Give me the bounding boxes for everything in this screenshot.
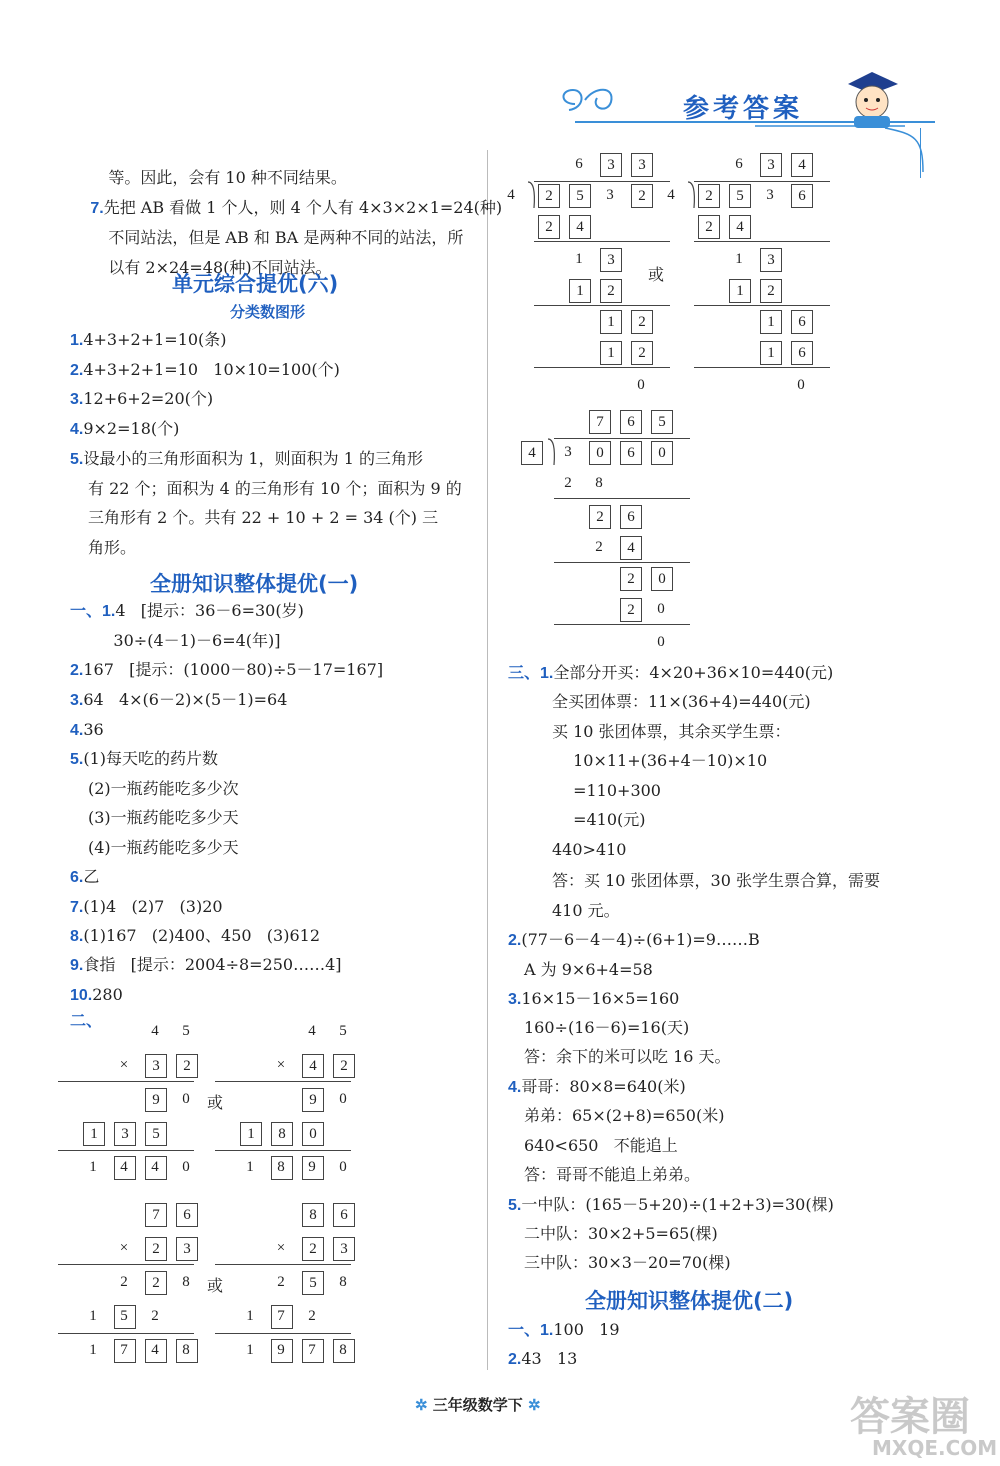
- butterfly-icon: ✲: [415, 1396, 433, 1414]
- text-line: [508, 1195, 834, 1216]
- item-text: A 为 9×6+4=58: [524, 960, 653, 979]
- division-bracket-icon: [526, 180, 538, 210]
- step-digit: 2: [620, 567, 642, 591]
- multiplicand-digit: 6: [176, 1203, 198, 1227]
- item-number: 2.: [508, 932, 522, 949]
- partial-digit: 7: [277, 1308, 285, 1324]
- text-line: [552, 692, 811, 713]
- or-word: 或: [648, 265, 665, 284]
- item-number: 5.: [508, 1197, 522, 1214]
- rule-line: [554, 562, 690, 563]
- product-digit: 7: [308, 1342, 316, 1358]
- text-line: [552, 840, 626, 861]
- text-line: 3.64 4×(6－2)×(5－1)=64: [70, 690, 288, 709]
- rule-line: [694, 305, 830, 306]
- partial-digit: 2: [145, 1271, 167, 1295]
- product-digit: 9: [308, 1159, 316, 1175]
- text-line: [508, 989, 679, 1010]
- multiplier-digit: 3: [333, 1237, 355, 1261]
- quotient-digit: 3: [760, 153, 782, 177]
- box-frame: [114, 1156, 136, 1180]
- partial-digit: 1: [89, 1308, 97, 1324]
- step-digit: 4: [729, 215, 751, 239]
- text-line: 7.先把 AB 看做 1 个人，则 4 个人有 4×3×2×1=24(种): [90, 198, 503, 217]
- multiplicand-digit: 8: [302, 1203, 324, 1227]
- step-digit: 1: [760, 310, 782, 334]
- item-text: 二中队：30×2+5=65(棵): [524, 1224, 718, 1243]
- step-digit: 8: [595, 475, 603, 491]
- step-digit: 2: [631, 341, 653, 365]
- box-frame: [114, 1305, 136, 1329]
- product-digit: 9: [277, 1342, 285, 1358]
- question-label: 二、: [70, 1013, 103, 1030]
- dividend-digit: 3: [564, 444, 572, 460]
- text-line: 等。因此，会有 10 种不同结果。: [108, 168, 347, 187]
- text-line: 一、1.4 [提示：36－6=30(岁): [70, 601, 304, 620]
- partial-digit: 9: [302, 1088, 324, 1112]
- step-digit: 1: [760, 341, 782, 365]
- column-divider: [487, 150, 488, 1370]
- multiplier-digit: 2: [176, 1054, 198, 1078]
- rule-line: [534, 241, 670, 242]
- dividend-digit: 3: [766, 187, 774, 203]
- header-edge-line: [920, 128, 921, 178]
- rule-line: [58, 1081, 194, 1082]
- step-digit: 2: [600, 279, 622, 303]
- box-frame: [176, 1339, 198, 1363]
- text-line: 7.(1)4 (2)7 (3)20: [70, 897, 223, 916]
- item-text: 440>410: [552, 840, 627, 859]
- item-text: 弟弟：65×(2+8)=650(米): [524, 1106, 725, 1125]
- quotient-digit: 3: [631, 153, 653, 177]
- quotient-digit: 3: [600, 153, 622, 177]
- dividend-digit: 6: [791, 184, 813, 208]
- rule-line: [215, 1081, 351, 1082]
- product-digit: 1: [246, 1342, 254, 1358]
- text-line: [508, 663, 833, 684]
- box-frame: [302, 1339, 324, 1363]
- text-line: [552, 901, 620, 922]
- partial-digit: 0: [182, 1091, 190, 1107]
- times-sign: ×: [119, 1057, 129, 1073]
- remainder-digit: 0: [797, 377, 805, 393]
- rule-line: [534, 181, 670, 182]
- box-frame: [271, 1156, 293, 1180]
- step-digit: 6: [620, 505, 642, 529]
- times-sign: ×: [276, 1057, 286, 1073]
- item-text: 10×11+(36+4－10)×10: [568, 751, 768, 770]
- step-digit: 2: [538, 215, 560, 239]
- text-line: 2.4+3+2+1=10 10×10=100(个): [70, 360, 340, 379]
- partial-digit: 1: [240, 1122, 262, 1146]
- rule-line: [58, 1333, 194, 1334]
- text-line: [508, 1077, 686, 1098]
- product-digit: 8: [277, 1159, 285, 1175]
- or-word: 或: [207, 1276, 224, 1295]
- multiplier-digit: 4: [302, 1054, 324, 1078]
- watermark-url: MXQE.COM: [872, 1436, 998, 1460]
- section-title: 单元综合提优(六): [172, 272, 339, 296]
- step-digit: 1: [575, 251, 583, 267]
- text-line: [524, 1136, 678, 1157]
- step-digit: 4: [620, 536, 642, 560]
- step-digit: 2: [698, 215, 720, 239]
- text-line: [524, 1224, 718, 1245]
- text-line: [508, 930, 760, 951]
- student-mascot-icon: [828, 66, 908, 130]
- text-line: 1.4+3+2+1=10(条): [70, 330, 227, 349]
- quotient-digit: 6: [735, 156, 743, 172]
- section-title: 全册知识整体提优(二): [585, 1289, 794, 1313]
- multiplier-digit: 2: [302, 1237, 324, 1261]
- rule-line: [694, 367, 830, 368]
- step-digit: 2: [620, 598, 642, 622]
- rule-line: [554, 498, 690, 499]
- text-line: [568, 751, 767, 772]
- text-line: 角形。: [88, 538, 137, 557]
- text-line: [524, 1018, 689, 1039]
- text-line: 6.乙: [70, 867, 100, 886]
- text-line: [552, 871, 880, 892]
- partial-digit: 3: [114, 1122, 136, 1146]
- rule-line: [215, 1150, 351, 1151]
- page-footer: ✲ 三年级数学下 ✲: [415, 1396, 541, 1414]
- item-text: 答：余下的米可以吃 16 天。: [524, 1047, 731, 1066]
- text-line: 4.9×2=18(个): [70, 419, 180, 438]
- step-digit: 1: [735, 251, 743, 267]
- text-line: 三角形有 2 个。共有 22 + 10 + 2 = 34 (个) 三: [88, 508, 439, 527]
- text-line: [524, 960, 653, 981]
- dividend-digit: 3: [606, 187, 614, 203]
- section-subtitle: 分类数图形: [230, 303, 306, 321]
- rule-line: [554, 624, 690, 625]
- step-digit: 2: [595, 539, 603, 555]
- text-line: [568, 781, 661, 802]
- item-text: 买 10 张团体票，其余买学生票：: [552, 722, 791, 741]
- text-line: (3)一瓶药能吃多少天: [88, 808, 239, 827]
- box-frame: [333, 1339, 355, 1363]
- partial-digit: 2: [308, 1308, 316, 1324]
- partial-digit: 2: [277, 1274, 285, 1290]
- rule-line: [58, 1264, 194, 1265]
- product-digit: 4: [120, 1159, 128, 1175]
- partial-digit: 8: [339, 1274, 347, 1290]
- partial-digit: 8: [271, 1122, 293, 1146]
- quotient-digit: 6: [575, 156, 583, 172]
- rule-line: [58, 1150, 194, 1151]
- item-text: (77－6－4－4)÷(6+1)=9……B: [521, 930, 760, 949]
- step-digit: 6: [791, 310, 813, 334]
- partial-digit: 5: [145, 1122, 167, 1146]
- multiplicand-digit: 7: [145, 1203, 167, 1227]
- box-frame: [145, 1339, 167, 1363]
- step-digit: 0: [657, 601, 665, 617]
- partial-digit: 0: [339, 1091, 347, 1107]
- text-line: (2)一瓶药能吃多少次: [88, 779, 239, 798]
- text-line: 不同站法，但是 AB 和 BA 是两种不同的站法，所: [108, 228, 464, 247]
- text-line: 5.设最小的三角形面积为 1，则面积为 1 的三角形: [70, 449, 423, 468]
- item-text: 答：哥哥不能追上弟弟。: [524, 1165, 701, 1184]
- text-line: 4.36: [70, 720, 104, 739]
- partial-digit: 5: [302, 1271, 324, 1295]
- text-line: [524, 1253, 731, 1274]
- box-frame: [271, 1339, 293, 1363]
- text-line: 3.12+6+2=20(个): [70, 389, 214, 408]
- multiplicand-digit: 6: [333, 1203, 355, 1227]
- dividend-digit: 0: [589, 441, 611, 465]
- item-text: =110+300: [568, 781, 661, 800]
- rule-line: [694, 241, 830, 242]
- box-frame: [271, 1305, 293, 1329]
- item-number: 3.: [508, 991, 522, 1008]
- step-digit: 1: [600, 310, 622, 334]
- dividend-digit: 5: [569, 184, 591, 208]
- item-text: 哥哥：80×8=640(米): [521, 1077, 686, 1096]
- rule-line: [694, 181, 830, 182]
- step-digit: 0: [651, 567, 673, 591]
- dividend-digit: 5: [729, 184, 751, 208]
- division-bracket-icon: [686, 180, 698, 210]
- partial-digit: 1: [83, 1122, 105, 1146]
- step-digit: 3: [760, 248, 782, 272]
- step-digit: 2: [564, 475, 572, 491]
- product-digit: 4: [151, 1159, 159, 1175]
- text-line: 一、1.100 19: [508, 1320, 620, 1339]
- partial-digit: 2: [120, 1274, 128, 1290]
- text-line: 有 22 个；面积为 4 的三角形有 10 个；面积为 9 的: [88, 479, 462, 498]
- times-sign: ×: [119, 1240, 129, 1256]
- box-frame: [302, 1156, 324, 1180]
- text-line: 2.43 13: [508, 1349, 578, 1368]
- item-text: 640<650 不能追上: [524, 1136, 678, 1155]
- text-line: [524, 1047, 731, 1068]
- partial-digit: 0: [302, 1122, 324, 1146]
- product-digit: 1: [89, 1342, 97, 1358]
- item-text: =410(元): [568, 810, 646, 829]
- step-digit: 3: [600, 248, 622, 272]
- item-text: 16×15－16×5=160: [521, 989, 680, 1008]
- dividend-digit: 0: [651, 441, 673, 465]
- divisor-digit: 4: [667, 187, 675, 203]
- rule-line: [534, 367, 670, 368]
- step-digit: 2: [760, 279, 782, 303]
- or-word: 或: [207, 1093, 224, 1112]
- quotient-digit: 7: [589, 410, 611, 434]
- product-digit: 0: [182, 1159, 190, 1175]
- box-frame: [145, 1156, 167, 1180]
- multiplier-digit: 3: [145, 1054, 167, 1078]
- step-digit: 6: [791, 341, 813, 365]
- item-number: 4.: [508, 1079, 522, 1096]
- item-text: 全部分开买：4×20+36×10=440(元): [553, 663, 834, 682]
- product-digit: 8: [339, 1342, 347, 1358]
- item-text: 答：买 10 张团体票，30 张学生票合算，需要: [552, 871, 880, 890]
- multiplier-digit: 2: [145, 1237, 167, 1261]
- partial-digit: 2: [151, 1308, 159, 1324]
- partial-digit: 9: [145, 1088, 167, 1112]
- rule-line: [215, 1333, 351, 1334]
- text-line: 8.(1)167 (2)400、450 (3)612: [70, 926, 321, 945]
- step-digit: 2: [589, 505, 611, 529]
- partial-digit: 8: [182, 1274, 190, 1290]
- remainder-digit: 0: [637, 377, 645, 393]
- text-line: (4)一瓶药能吃多少天: [88, 838, 239, 857]
- text-line: [524, 1106, 724, 1127]
- product-digit: 7: [120, 1342, 128, 1358]
- item-text: 全买团体票：11×(36+4)=440(元): [552, 692, 811, 711]
- partial-digit: 1: [246, 1308, 254, 1324]
- item-number: 三、1.: [508, 665, 554, 682]
- multiplicand-digit: 4: [308, 1023, 316, 1039]
- multiplicand-digit: 4: [151, 1023, 159, 1039]
- box-frame: [114, 1339, 136, 1363]
- multiplier-digit: 3: [176, 1237, 198, 1261]
- multiplier-digit: 2: [333, 1054, 355, 1078]
- text-line: 9.食指 [提示：2004÷8=250……4]: [70, 955, 342, 974]
- division-bracket-icon: [546, 437, 558, 467]
- text-line: [568, 810, 646, 831]
- item-text: 三中队：30×3－20=70(棵): [524, 1253, 731, 1272]
- quotient-digit: 5: [651, 410, 673, 434]
- text-line: 2.167 [提示：(1000－80)÷5－17=167]: [70, 660, 384, 679]
- product-digit: 1: [246, 1159, 254, 1175]
- dividend-digit: 2: [698, 184, 720, 208]
- step-digit: 4: [569, 215, 591, 239]
- step-digit: 1: [569, 279, 591, 303]
- product-digit: 0: [339, 1159, 347, 1175]
- times-sign: ×: [276, 1240, 286, 1256]
- item-text: 一中队：(165－5+20)÷(1+2+3)=30(棵): [521, 1195, 834, 1214]
- partial-digit: 5: [120, 1308, 128, 1324]
- divisor-digit: 4: [521, 441, 543, 465]
- text-line: 5.(1)每天吃的药片数: [70, 749, 219, 768]
- remainder-digit: 0: [657, 634, 665, 650]
- item-text: 410 元。: [552, 901, 620, 920]
- dividend-digit: 2: [538, 184, 560, 208]
- dividend-digit: 2: [631, 184, 653, 208]
- step-digit: 1: [729, 279, 751, 303]
- product-digit: 4: [151, 1342, 159, 1358]
- text-line: [552, 722, 791, 743]
- rule-line: [554, 438, 690, 439]
- page-header-title: 参考答案: [683, 94, 804, 124]
- text-line: [524, 1165, 700, 1186]
- product-digit: 1: [89, 1159, 97, 1175]
- text-line: 以有 2×24=48(种)不同站法。: [108, 258, 332, 277]
- text-line: 10.280: [70, 985, 123, 1004]
- quotient-digit: 4: [791, 153, 813, 177]
- section-title: 全册知识整体提优(一): [150, 572, 359, 596]
- item-text: 160÷(16－6)=16(天): [524, 1018, 690, 1037]
- multiplicand-digit: 5: [182, 1023, 190, 1039]
- rule-line: [534, 305, 670, 306]
- dividend-digit: 6: [620, 441, 642, 465]
- rule-line: [215, 1264, 351, 1265]
- step-digit: 1: [600, 341, 622, 365]
- step-digit: 2: [631, 310, 653, 334]
- multiplicand-digit: 5: [339, 1023, 347, 1039]
- text-line: 30÷(4－1)－6=4(年)]: [88, 631, 281, 650]
- product-digit: 8: [182, 1342, 190, 1358]
- quotient-digit: 6: [620, 410, 642, 434]
- divisor-digit: 4: [507, 187, 515, 203]
- watermark-logo: 答案圈: [850, 1394, 970, 1440]
- butterfly-icon: ✲: [522, 1396, 541, 1414]
